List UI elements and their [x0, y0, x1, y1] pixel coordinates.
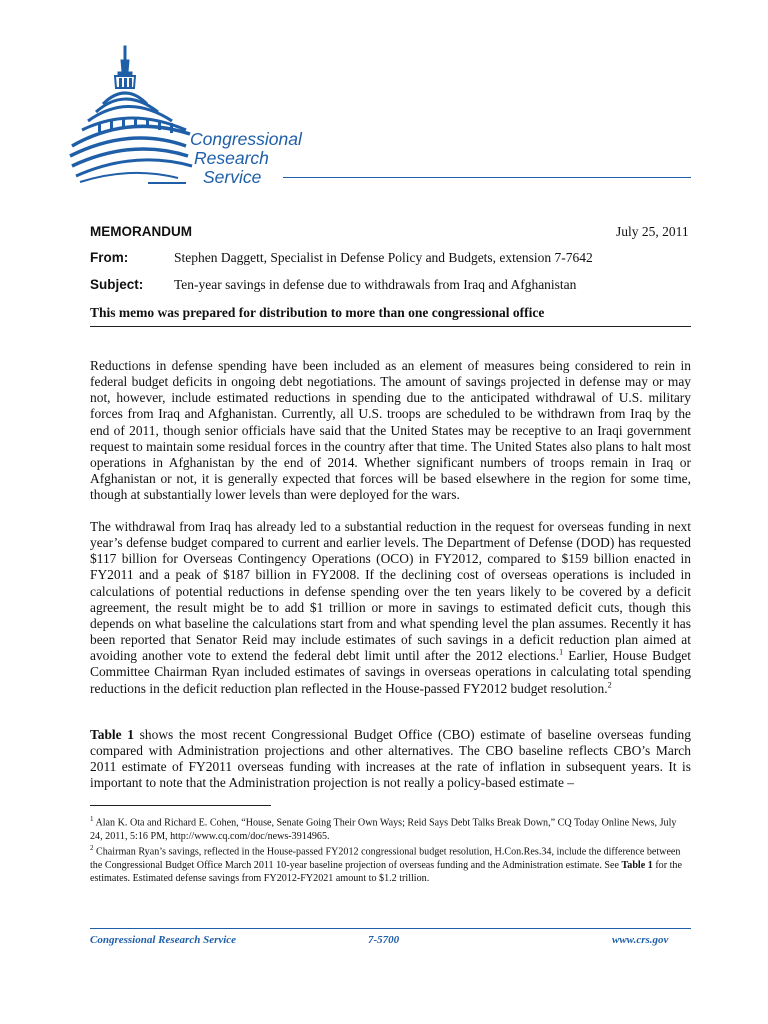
distribution-note: This memo was prepared for distribution to more than one congressional office: [90, 305, 545, 320]
paragraph-1: Reductions in defense spending have been included as an element of measures being considered to rein in federal budget deficits in ongoing debt negotiations. The amount of savings projected in defense may or may not, however, include estimated reductions in spending due to the anticipated withdrawal of U.S. military forces from Iraq and Afghanistan. Currently, all U.S. troops are scheduled to be withdrawn from Iraq by the end of 2011, though senior officials have said that the United States may be receptive to an Iraqi government request to maintain some residual forces in the country after that time. The United States also plans to halt most operations in Afghanistan by the end of 2014. Whether significant numbers of troops remain in Iraq or Afghanistan or not, it is generally expected that forces will be based elsewhere in the region for some time, though at substantially lower levels than were deployed for the wars.: [90, 358, 691, 503]
logo-line-1: Congressional: [190, 129, 302, 149]
memo-date: July 25, 2011: [616, 224, 689, 239]
paragraph-2: [90, 519, 691, 697]
table-1-reference: Table 1: [90, 727, 134, 742]
footer-doc-number: 7-5700: [368, 934, 400, 946]
footnote-2-text-b: for the estimates. Estimated defense savings from FY2012-FY2021 amount to $1.2 trillion.: [90, 859, 682, 884]
footer-org: Congressional Research Service: [90, 934, 237, 946]
subject-label: Subject:: [90, 277, 144, 292]
footnote-1-text: Alan K. Ota and Richard E. Cohen, “House, Senate Going Their Own Ways; Reid Says Debt Talks Break Down,” CQ Today Online News, July 24, 2011, 5:16 PM, http://www.cq.com/doc/news-3914965.: [90, 817, 677, 842]
crs-wordmark: [190, 130, 302, 187]
footnote-divider: [90, 805, 271, 806]
footnote-ref-1[interactable]: 1: [559, 647, 564, 657]
logo-line-2: Research: [194, 148, 269, 168]
subject-value: Ten-year savings in defense due to withdrawals from Iraq and Afghanistan: [174, 277, 577, 292]
footnote-2-text-a: Chairman Ryan’s savings, reflected in the House-passed FY2012 congressional budget resolution, H.Con.Res.34, include the difference between the Congressional Budget Office March 2011 10-year baseline projection of overseas funding and the Administration estimate. See: [90, 846, 681, 871]
memo-type: MEMORANDUM: [90, 224, 192, 239]
footnote-2-table-ref: Table 1: [621, 859, 653, 871]
paragraph-3: [90, 727, 691, 792]
footnote-2: [90, 842, 691, 885]
footnote-2-number: 2: [90, 844, 94, 852]
from-value: Stephen Daggett, Specialist in Defense Policy and Budgets, extension 7-7642: [174, 250, 593, 265]
logo-line-3: Service: [203, 167, 262, 187]
logo-divider: [283, 177, 691, 178]
footnote-ref-2[interactable]: 2: [607, 680, 612, 690]
footer-divider: [90, 928, 691, 929]
footer-website[interactable]: www.crs.gov: [612, 934, 669, 946]
paragraph-2-part-b: Earlier, House Budget Committee Chairman Ryan included estimates of savings in overseas operations in calculating total spending reductions in the deficit reduction plan reflected in the House-passed FY2012 budget resolution.: [90, 648, 691, 696]
footnote-1-number: 1: [90, 815, 94, 823]
footnote-1: [90, 813, 691, 843]
paragraph-3-text: shows the most recent Congressional Budget Office (CBO) estimate of baseline overseas funding compared with Administration projections and other alternatives. The CBO baseline reflects CBO’s March 2011 estimate of FY2011 overseas funding with increases at the rate of inflation in subsequent years. It is important to note that the Administration projection is not really a policy-based estimate –: [90, 727, 691, 791]
from-label: From:: [90, 250, 129, 265]
header-divider: [90, 326, 691, 327]
paragraph-2-part-a: The withdrawal from Iraq has already led to a substantial reduction in the request for overseas funding in next year’s defense budget compared to current and earlier levels. The Department of Defense (DOD) has requested $117 billion for Overseas Contingency Operations (OCO) in FY2012, compared to $159 billion enacted in FY2011 and a peak of $187 billion in FY2008. If the declining cost of overseas operations is included in calculations of potential reductions in defense spending over the ten years likely to be covered by a deficit agreement, the result might be to add $1 trillion or more in savings to estimated deficit cuts, though this depends on what baseline the calculations start from and what spending level the plan assumes. Recently it has been reported that Senator Reid may include estimates of such savings in a deficit reduction plan aimed at avoiding another vote to extend the federal debt limit until after the 2012 elections.: [90, 519, 691, 664]
